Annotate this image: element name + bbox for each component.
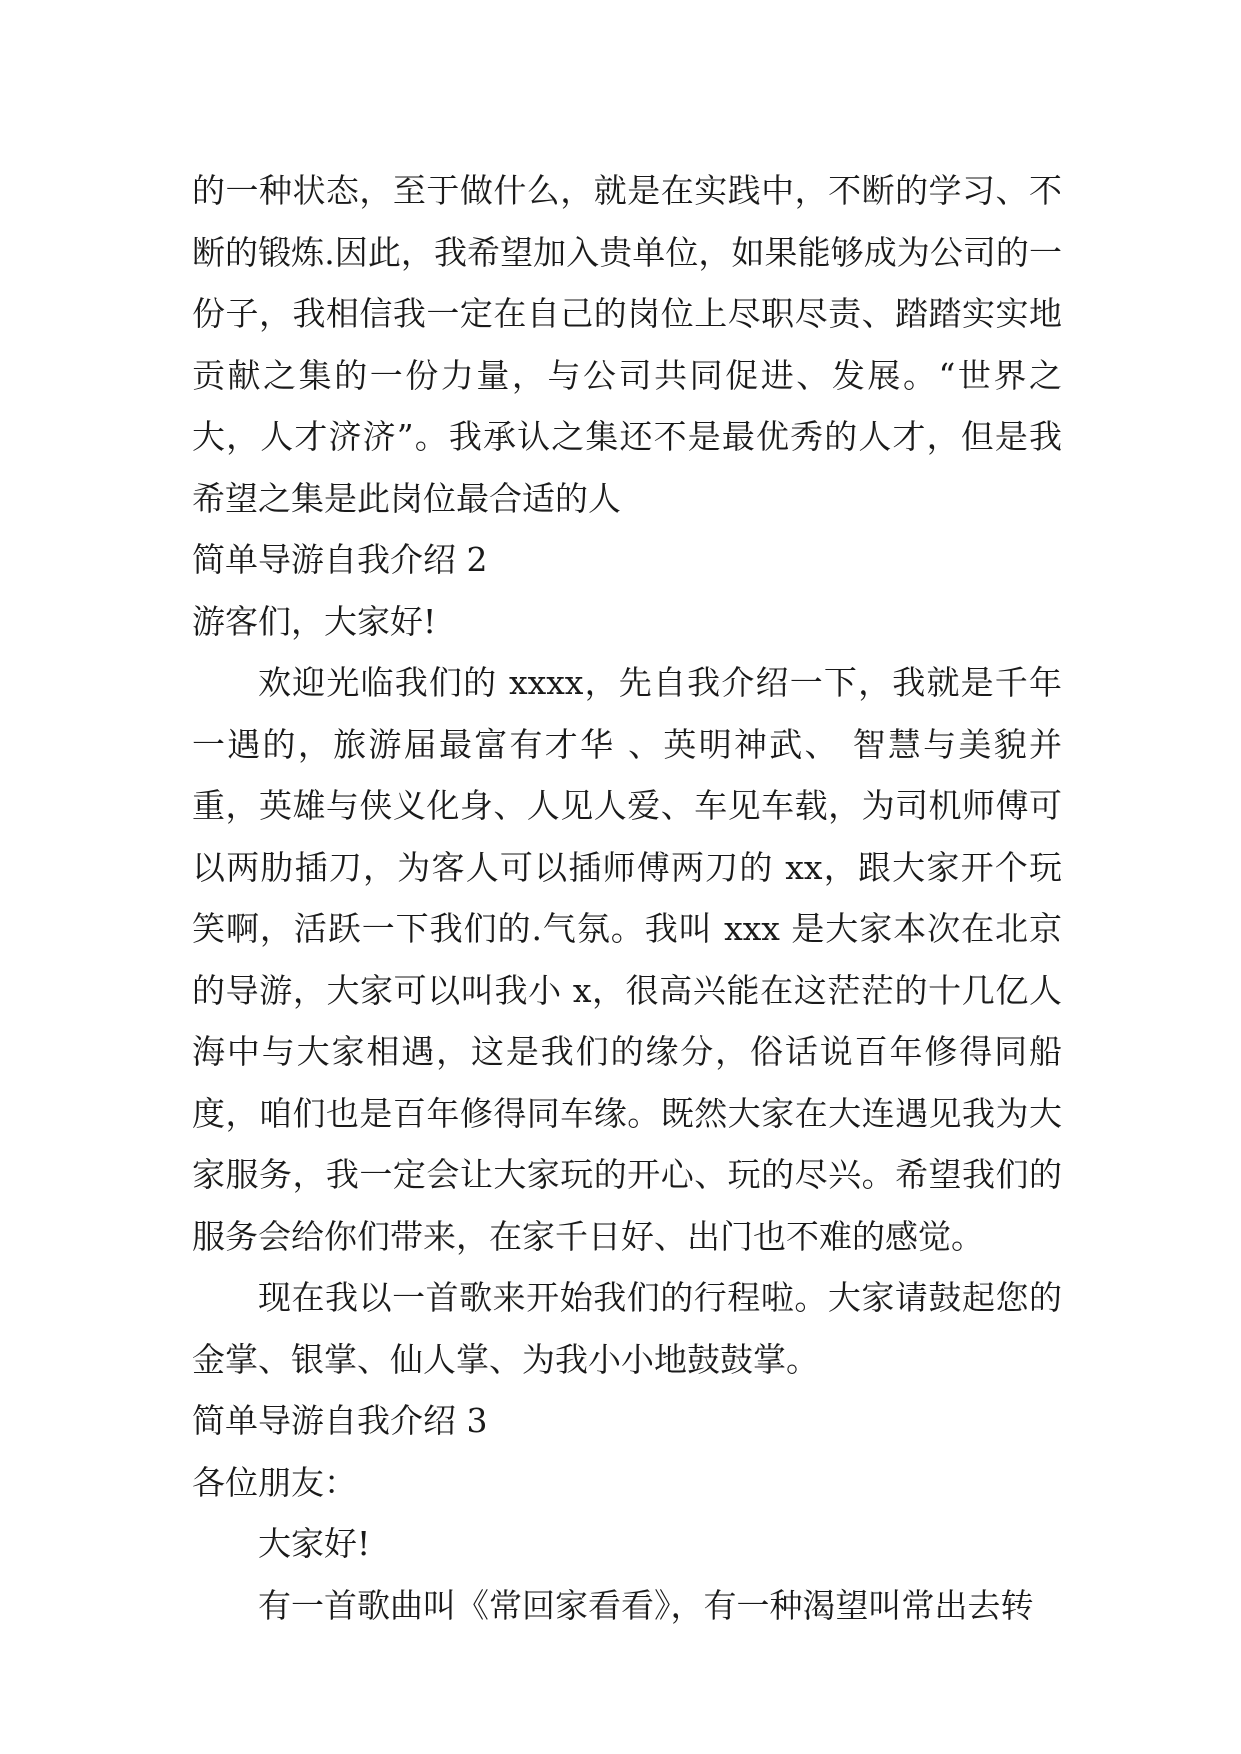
paragraph-intro: 欢迎光临我们的 xxxx，先自我介绍一下，我就是千年一遇的，旅游届最富有才华 、英明神武、 智慧与美貌并重，英雄与侠义化身、人见人爱、车见车载，为司机师傅可以两肋插刀，为客人可以插师傅两刀的 xx，跟大家开个玩笑啊，活跃一下我们的.气氛。我叫 xxx 是大家本次在北京的导游，大家可以叫我小 x，很高兴能在这茫茫的十几亿人海中与大家相遇，这是我们的缘分，俗话说百年修得同船度，咱们也是百年修得同车缘。既然大家在大连遇见我为大家服务，我一定会让大家玩的开心、玩的尽兴。希望我们的服务会给你们带来，在家千日好、出门也不难的感觉。 xyxy=(192,663,1062,1256)
greeting-line: 游客们，大家好! xyxy=(192,601,437,641)
paragraph-song-title: 有一首歌曲叫《常回家看看》，有一种渴望叫常出去转 xyxy=(258,1585,1034,1625)
document-page xyxy=(192,160,1062,1636)
paragraph-song: 现在我以一首歌来开始我们的行程啦。大家请鼓起您的金掌、银掌、仙人掌、为我小小地鼓鼓掌。 xyxy=(192,1278,1062,1379)
paragraph-continuation: 的一种状态，至于做什么，就是在实践中，不断的学习、不断的锻炼.因此，我希望加入贵单位，如果能够成为公司的一份子，我相信我一定在自己的岗位上尽职尽责、踏踏实实地贡献之集的一份力量，与公司共同促进、发展。“世界之大，人才济济”。我承认之集还不是最优秀的人才，但是我希望之集是此岗位最合适的人 xyxy=(192,171,1062,518)
section-heading-2: 简单导游自我介绍 2 xyxy=(192,540,488,579)
salutation-line: 各位朋友： xyxy=(192,1462,357,1502)
greeting-hello: 大家好! xyxy=(258,1524,371,1563)
section-heading-3: 简单导游自我介绍 3 xyxy=(192,1401,488,1440)
